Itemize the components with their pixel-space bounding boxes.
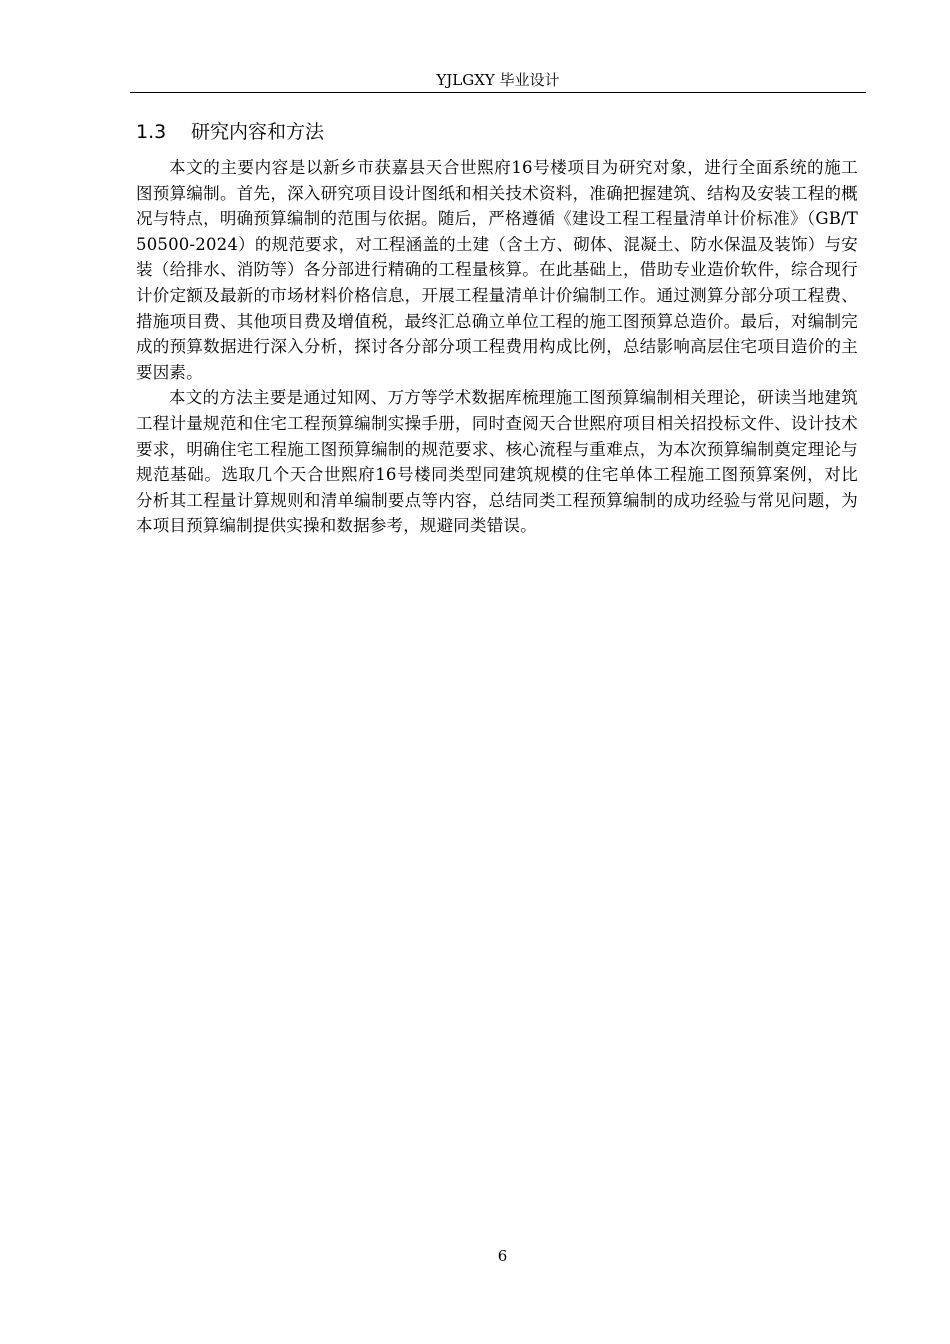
page-header: YJLGXY 毕业设计: [436, 71, 560, 89]
paragraph-content: 本文的主要内容是以新乡市获嘉县天合世熙府16号楼项目为研究对象，进行全面系统的施工图预算编制。首先，深入研究项目设计图纸和相关技术资料，准确把握建筑、结构及安装工程的概况与特点，明确预算编制的范围与依据。随后，严格遵循《建设工程工程量清单计价标准》（GB/T 50500-2024）的规范要求，对工程涵盖的土建（含土方、砌体、混凝土、防水保温及装饰）与安装（给排水、消防等）各分部进行精确的工程量核算。在此基础上，借助专业造价软件，综合现行计价定额及最新的市场材料价格信息，开展工程量清单计价编制工作。通过测算分部分项工程费、措施项目费、其他项目费及增值税，最终汇总确立单位工程的施工图预算总造价。最后，对编制完成的预算数据进行深入分析，探讨各分部分项工程费用构成比例，总结影响高层住宅项目造价的主要因素。: [136, 158, 858, 382]
section-number: 1.3: [136, 121, 167, 143]
section-title: 研究内容和方法: [191, 121, 325, 143]
body-text: [136, 155, 858, 539]
page-number: 6: [497, 1247, 508, 1265]
header-divider: [130, 92, 866, 93]
paragraph-method: 本文的方法主要是通过知网、万方等学术数据库梳理施工图预算编制相关理论，研读当地建筑工程计量规范和住宅工程预算编制实操手册，同时查阅天合世熙府项目相关招投标文件、设计技术要求，明确住宅工程施工图预算编制的规范要求、核心流程与重难点，为本次预算编制奠定理论与规范基础。选取几个天合世熙府16号楼同类型同建筑规模的住宅单体工程施工图预算案例，对比分析其工程量计算规则和清单编制要点等内容，总结同类工程预算编制的成功经验与常见问题，为本项目预算编制提供实操和数据参考，规避同类错误。: [136, 388, 858, 536]
section-heading: [136, 118, 324, 146]
